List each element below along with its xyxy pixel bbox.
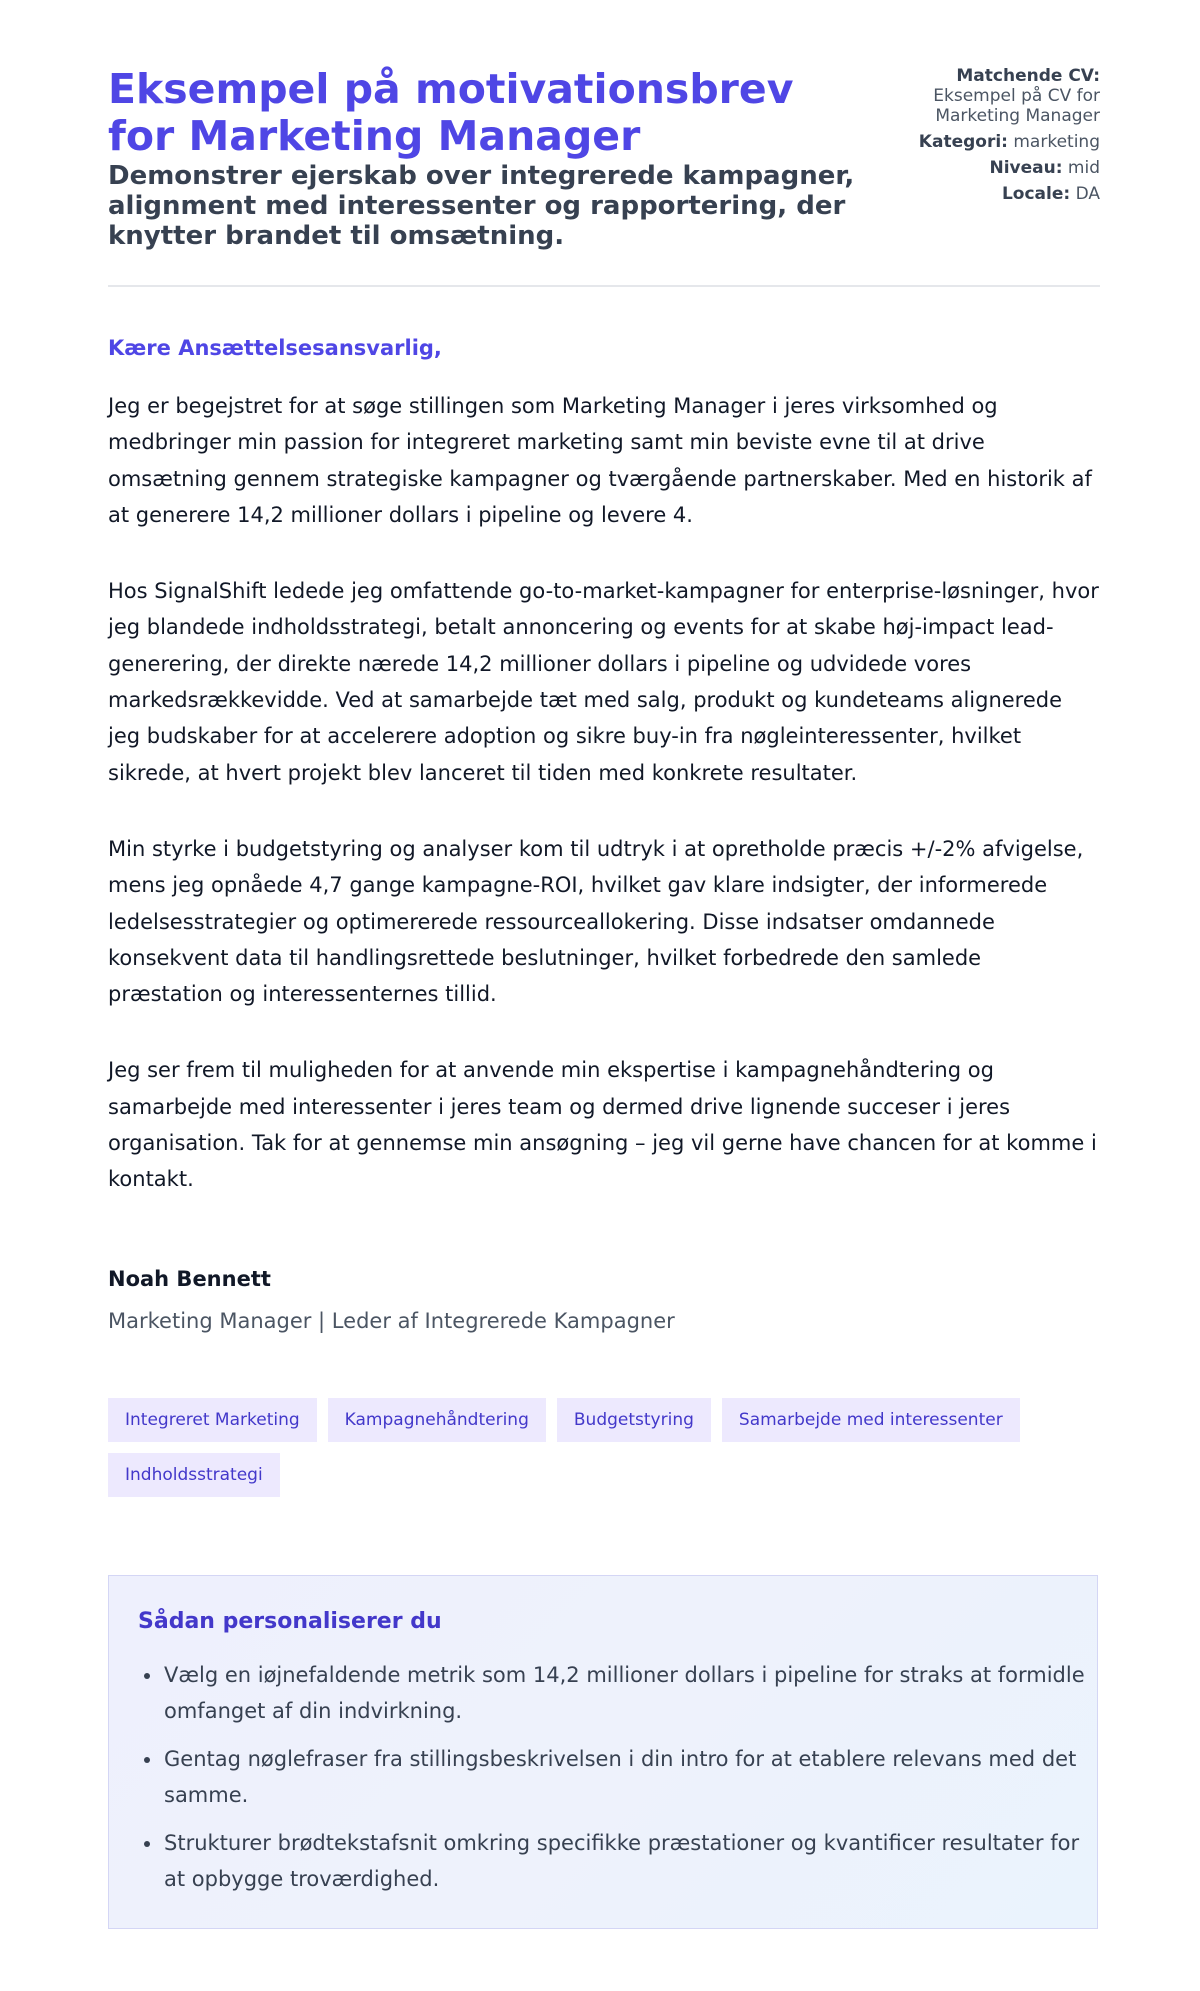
personalize-tips-box [108, 1575, 1098, 1929]
meta-category-value: marketing [1013, 132, 1100, 152]
signature-block [108, 1264, 1100, 1336]
skill-tag: Samarbejde med interessenter [722, 1398, 1020, 1442]
letter-greeting: Kære Ansættelsesansvarlig, [108, 336, 442, 360]
tips-item: • Gentag nøglefraser fra stillingsbeskrivelsen i din intro for at etablere relevans med det samme. [163, 1741, 1093, 1813]
skill-tags [108, 1398, 1058, 1497]
meta-locale [867, 184, 1100, 204]
header-titles [108, 66, 867, 251]
skill-tag: Budgetstyring [557, 1398, 711, 1442]
header-divider [108, 285, 1100, 287]
meta-cv-label: Matchende CV: [956, 66, 1100, 86]
meta-cv-link[interactable]: Eksempel på CV for Marketing Manager [933, 86, 1100, 126]
page-header [108, 66, 1100, 251]
meta-cv [867, 66, 1100, 126]
signature-title: Marketing Manager | Leder af Integrerede Kampagner [108, 1309, 675, 1333]
letter-paragraph: Jeg ser frem til muligheden for at anvende min ekspertise i kampagnehåndtering og samarbejde med interessenter i jeres team og dermed drive lignende succeser i jeres organisation. Tak for at gennemse min ansøgning – jeg vil gerne have chancen for at komme i kontakt. [108, 1058, 1097, 1192]
meta-panel [867, 66, 1100, 210]
meta-locale-value: DA [1075, 184, 1100, 204]
tips-item: • Strukturer brødtekstafsnit omkring specifikke præstationer og kvantificer resultater for at opbygge troværdighed. [163, 1825, 1093, 1897]
page-title: Eksempel på motivationsbrev for Marketing Manager [108, 65, 794, 160]
letter-body [108, 333, 1100, 1198]
meta-level [867, 158, 1100, 178]
meta-level-label: Niveau: [989, 158, 1063, 178]
skill-tag: Integreret Marketing [108, 1398, 317, 1442]
tips-list [138, 1657, 1093, 1909]
meta-locale-label: Locale: [1001, 184, 1071, 204]
meta-category [867, 132, 1100, 152]
letter-paragraph: Jeg er begejstret for at søge stillingen som Marketing Manager i jeres virksomhed og medbringer min passion for integreret marketing samt min beviste evne til at drive omsætning gennem strategiske kampagner og tværgående partnerskaber. Med en historik af at generere 14,2 millioner dollars i pipeline og levere 4. [108, 394, 1092, 527]
meta-category-label: Kategori: [918, 132, 1008, 152]
letter-paragraph: Hos SignalShift ledede jeg omfattende go-to-market-kampagner for enterprise-løsninger, hvor jeg blandede indholdsstrategi, betalt annoncering og events for at skabe høj-impact lead-generering, der direkte nærede 14,2 millioner dollars i pipeline og udvidede vores markedsrækkevidde. Ved at samarbejde tæt med salg, produkt og kundeteams alignerede jeg budskaber for at accelerere adoption og sikre buy-in fra nøgleinteressenter, hvilket sikrede, at hvert projekt blev lanceret til tiden med konkrete resultater. [108, 579, 1099, 785]
letter-paragraph: Min styrke i budgetstyring og analyser kom til udtryk i at opretholde præcis +/-2% afvigelse, mens jeg opnåede 4,7 gange kampagne-ROI, hvilket gav klare indsigter, der informerede ledelsesstrategier og optimererede ressourceallokering. Disse indsatser omdannede konsekvent data til handlingsrettede beslutninger, hvilket forbedrede den samlede præstation og interessenternes tillid. [108, 836, 1084, 1007]
tips-item: • Vælg en iøjnefaldende metrik som 14,2 millioner dollars i pipeline for straks at formidle omfanget af din indvirkning. [163, 1657, 1093, 1729]
meta-level-value: mid [1067, 158, 1100, 178]
skill-tag: Kampagnehåndtering [328, 1398, 546, 1442]
tips-title: Sådan personaliserer du [138, 1609, 442, 1634]
signature-name: Noah Bennett [108, 1267, 271, 1291]
skill-tag: Indholdsstrategi [108, 1453, 280, 1497]
page-subtitle: Demonstrer ejerskab over integrerede kampagner, alignment med interessenter og rapportering, der knytter brandet til omsætning. [108, 161, 855, 251]
